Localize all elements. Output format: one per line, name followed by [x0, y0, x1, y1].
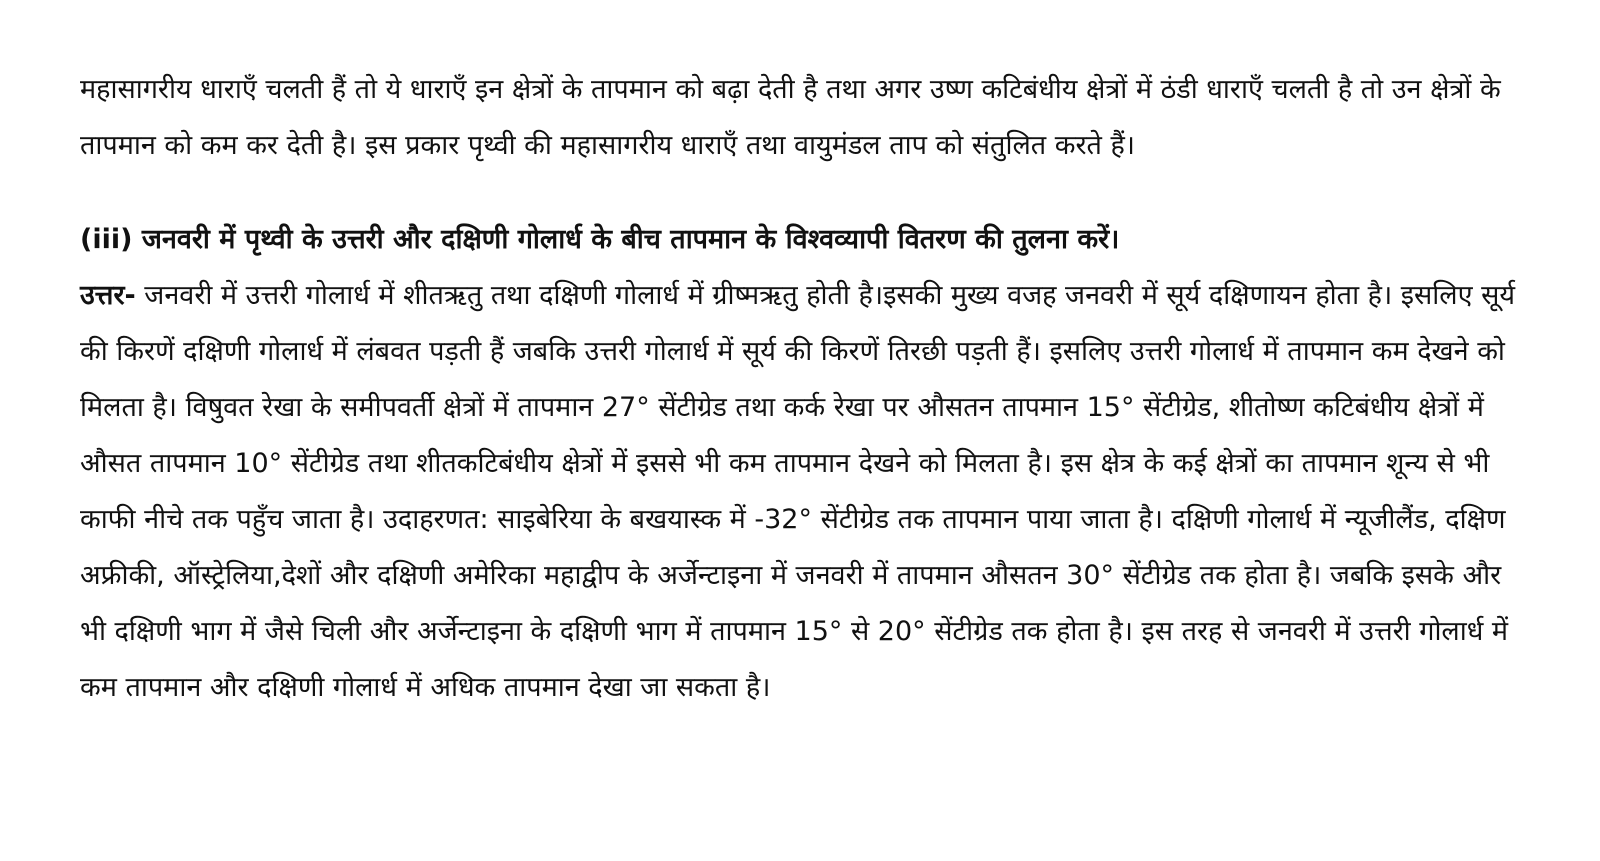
answer-text: जनवरी में उत्तरी गोलार्ध में शीतऋतु तथा दक्षिणी गोलार्ध में ग्रीष्मऋतु होती है।इसकी मुख्य वजह जनवरी में सूर्य दक्षिणायन होता है। इसलिए सूर्य की किरणें दक्षिणी गोलार्ध में लंबवत पड़ती हैं जबकि उत्तरी गोलार्ध में सूर्य की किरणें तिरछी पड़ती हैं। इसलिए उत्तरी गोलार्ध में तापमान कम देखने को मिलता है। विषुवत रेखा के समीपवर्ती क्षेत्रों में तापमान 27° सेंटीग्रेड तथा कर्क रेखा पर औसतन तापमान 15° सेंटीग्रेड, शीतोष्ण कटिबंधीय क्षेत्रों में औसत तापमान 10° सेंटीग्रेड तथा शीतकटिबंधीय क्षेत्रों में इससे भी कम तापमान देखने को मिलता है। इस क्षेत्र के कई क्षेत्रों का तापमान शून्य से भी काफी नीचे तक पहुँच जाता है। उदाहरणत: साइबेरिया के बखयास्क में -32° सेंटीग्रेड तक तापमान पाया जाता है। दक्षिणी गोलार्ध में न्यूजीलैंड, दक्षिण अफ्रीकी, ऑस्ट्रेलिया,देशों और दक्षिणी अमेरिका महाद्वीप के अर्जेन्टाइना में जनवरी में तापमान औसतन 30° सेंटीग्रेड तक होता है। जबकि इसके और भी दक्षिणी भाग में जैसे चिली और अर्जेन्टाइना के दक्षिणी भाग में तापमान 15° से 20° सेंटीग्रेड तक होता है। इस तरह से जनवरी में उत्तरी गोलार्ध में कम तापमान और दक्षिणी गोलार्ध में अधिक तापमान देखा जा सकता है।	[80, 280, 1516, 703]
intro-paragraph: महासागरीय धाराएँ चलती हैं तो ये धाराएँ इन क्षेत्रों के तापमान को बढ़ा देती है तथा अगर उष्ण कटिबंधीय क्षेत्रों में ठंडी धाराएँ चलती है तो उन क्षेत्रों के तापमान को कम कर देती है। इस प्रकार पृथ्वी की महासागरीय धाराएँ तथा वायुमंडल ताप को संतुलित करते हैं।	[80, 74, 1501, 161]
answer-paragraph	[80, 268, 1530, 716]
answer-label: उत्तर-	[80, 280, 136, 311]
question-heading: (iii) जनवरी में पृथ्वी के उत्तरी और दक्षिणी गोलार्ध के बीच तापमान के विश्वव्यापी वितरण की तुलना करें।	[80, 224, 1120, 255]
